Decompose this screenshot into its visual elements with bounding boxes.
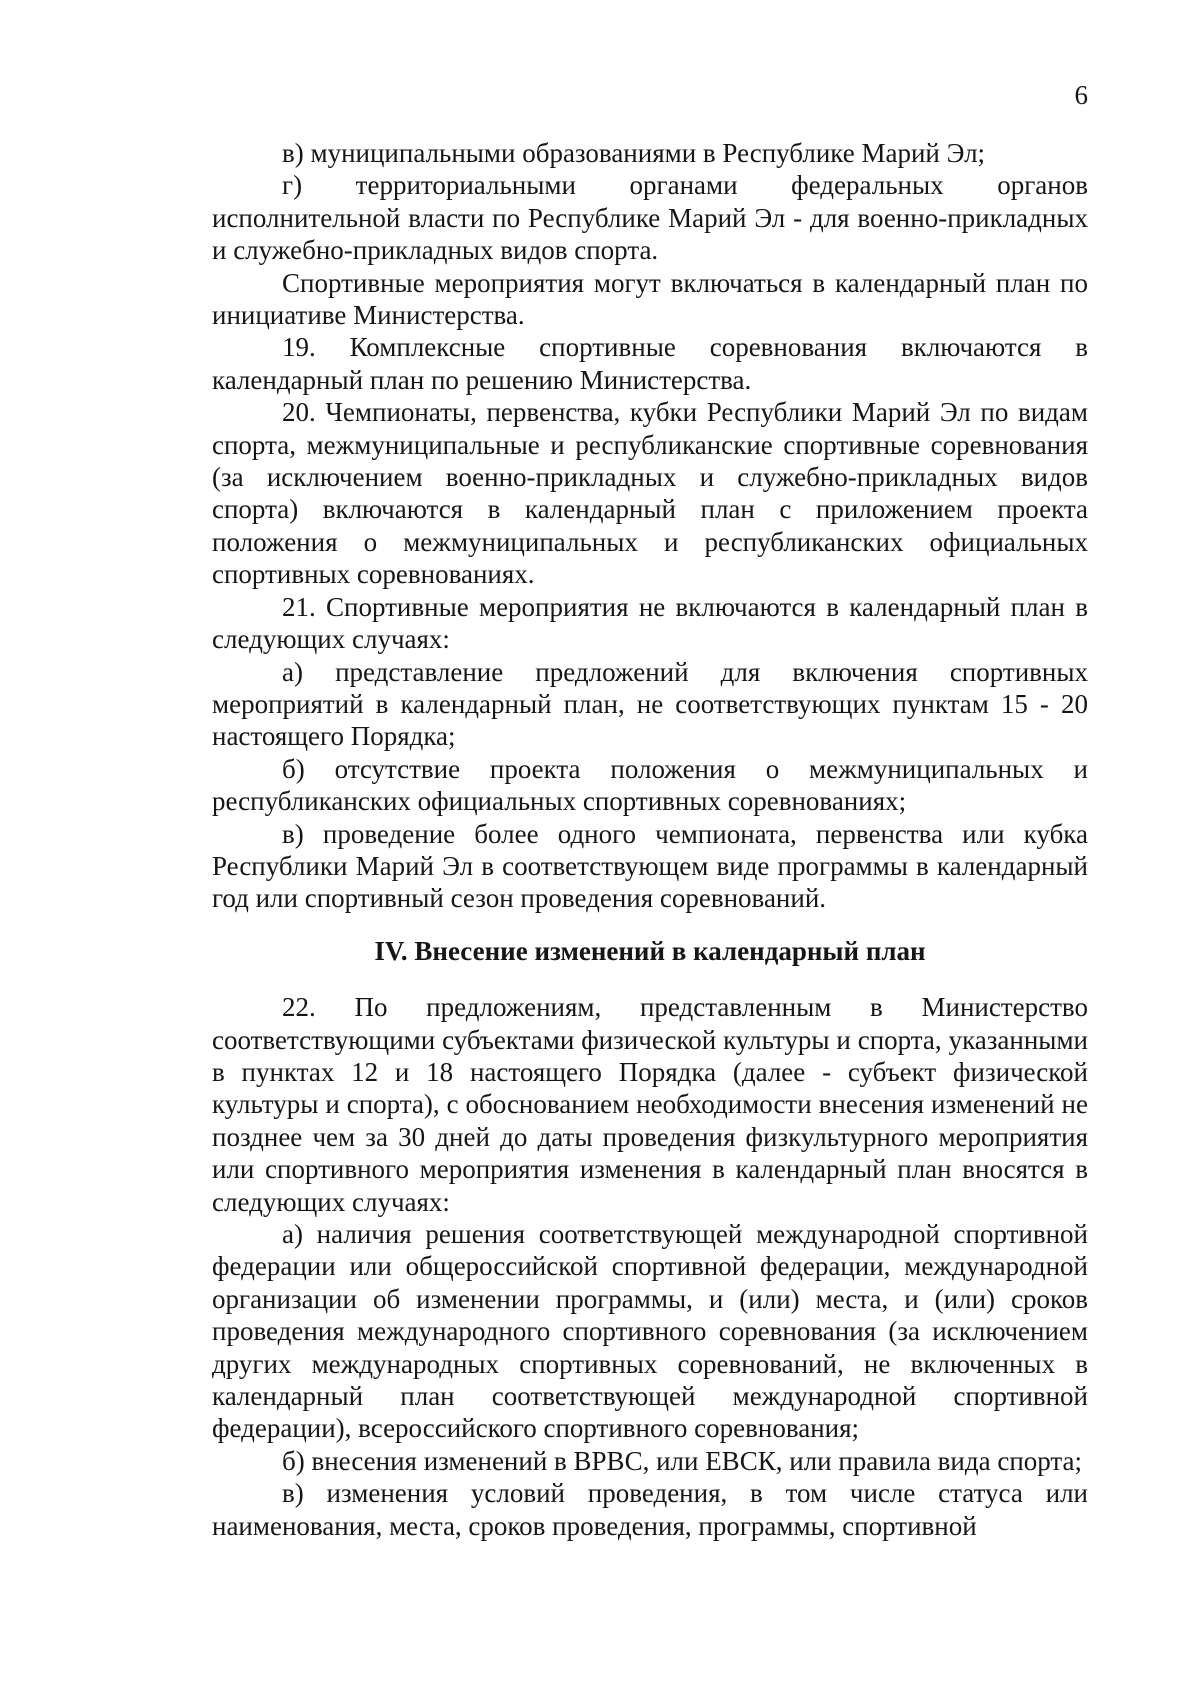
paragraph: Спортивные мероприятия могут включаться в календарный план по инициативе Министерства.	[212, 267, 1088, 331]
section-heading: IV. Внесение изменений в календарный план	[374, 935, 926, 966]
paragraph: в) проведение более одного чемпионата, первенства или кубка Республики Марий Эл в соответствующем виде программы в календарный год или спортивный сезон проведения соревнований.	[212, 818, 1088, 914]
paragraph: г) территориальными органами федеральных органов исполнительной власти по Республике Марий Эл - для военно-прикладных и служебно-прикладных видов спорта.	[212, 170, 1088, 266]
paragraph: б) отсутствие проекта положения о межмуниципальных и республиканских официальных спортивных соревнованиях;	[212, 753, 1088, 817]
paragraph: б) внесения изменений в ВРВС, или ЕВСК, или правила вида спорта;	[282, 1445, 1083, 1476]
paragraph: 19. Комплексные спортивные соревнования включаются в календарный план по решению Министерства.	[212, 332, 1088, 395]
paragraph: а) представление предложений для включения спортивных мероприятий в календарный план, не соответствующих пунктам 15 - 20 настоящего Порядка;	[212, 656, 1088, 752]
paragraph: 22. По предложениям, представленным в Министерство соответствующими субъектами физической культуры и спорта, указанными в пунктах 12 и 18 настоящего Порядка (далее - субъект физической культуры и спорта), с обоснованием необходимости внесения изменений не позднее чем за 30 дней до даты проведения физкультурного мероприятия или спортивного мероприятия изменения в календарный план вносятся в следующих случаях:	[212, 992, 1088, 1217]
paragraph: 20. Чемпионаты, первенства, кубки Республики Марий Эл по видам спорта, межмуниципальные и республиканские спортивные соревнования (за исключением военно-прикладных и служебно-прикладных видов спорта) включаются в календарный план с приложением проекта положения о межмуниципальных и республиканских официальных спортивных соревнованиях.	[212, 397, 1088, 590]
document-body	[212, 137, 1088, 1542]
paragraph: а) наличия решения соответствующей международной спортивной федерации или общероссийской спортивной федерации, международной организации об изменении программы, и (или) места, и (или) сроков проведения международного спортивного соревнования (за исключением других международных спортивных соревнований, не включенных в календарный план соответствующей международной спортивной федерации), всероссийского спортивного соревнования;	[212, 1219, 1088, 1444]
paragraph: в) муниципальными образованиями в Республике Марий Эл;	[282, 138, 986, 168]
paragraph: в) изменения условий проведения, в том числе статуса или наименования, места, сроков проведения, программы, спортивной	[212, 1478, 1088, 1541]
paragraph: 21. Спортивные мероприятия не включаются в календарный план в следующих случаях:	[212, 591, 1088, 655]
page-number: 6	[1074, 80, 1088, 110]
